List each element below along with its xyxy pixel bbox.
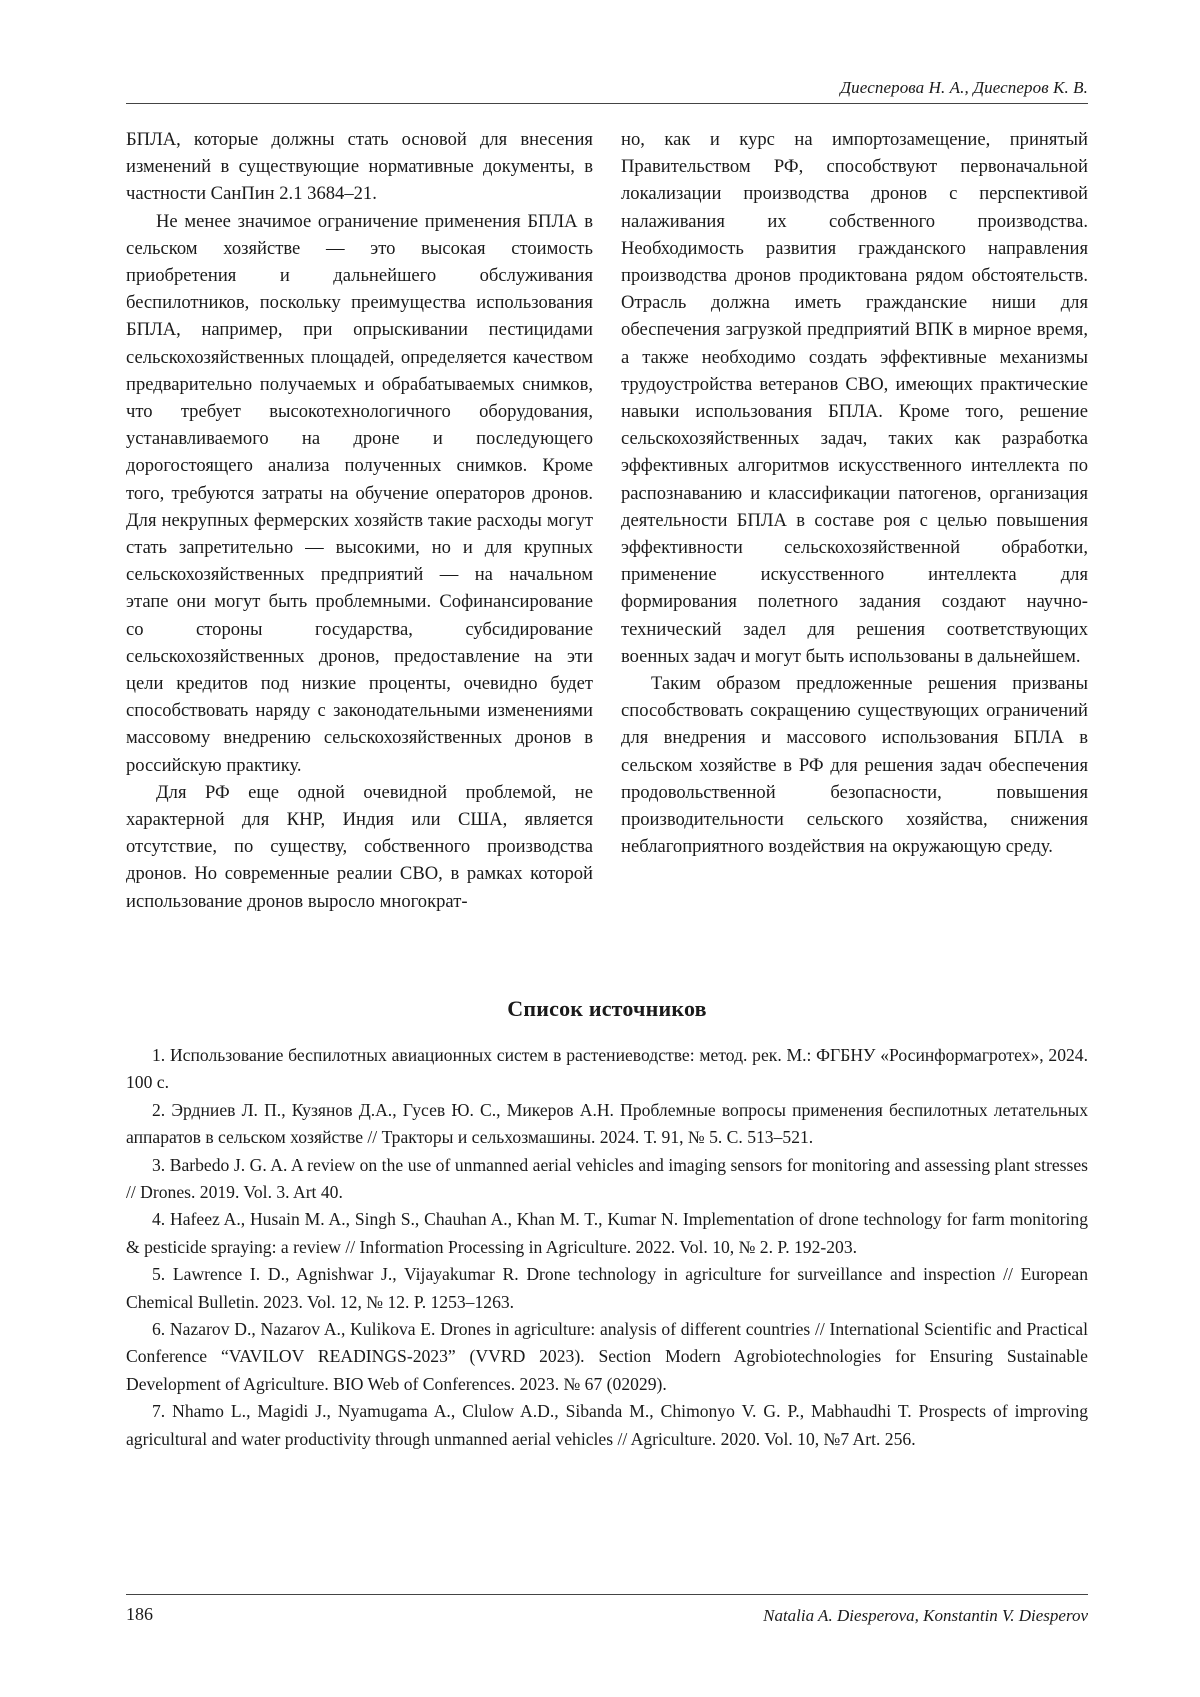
reference-item: 4. Hafeez A., Husain M. A., Singh S., Chauhan A., Khan M. T., Kumar N. Implementation of drone technology for farm monitoring & pesticide spraying: a review // Information Processing in Agriculture. 2022. Vol. 10, № 2. P. 192-203. (126, 1209, 1088, 1257)
running-footer-authors: Natalia A. Diesperova, Konstantin V. Diesperov (763, 1606, 1088, 1625)
body-paragraph: Не менее значимое ограничение применения БПЛА в сельском хозяйстве — это высокая стоимость приобретения и дальнейшего обслуживания беспилотников, поскольку преимущества использования БПЛА, например, при опрыскивании пестицидами сельскохозяйственных площадей, определяется качеством предварительно получаемых и обрабатываемых снимков, что требует высокотехнологичного оборудования, устанавливаемого на дроне и последующего дорогостоящего анализа полученных снимков. Кроме того, требуются затраты на обучение операторов дронов. Для некрупных фермерских хозяйств такие расходы могут стать запретительно — высокими, но и для крупных сельскохозяйственных предприятий — на начальном этапе они могут быть проблемными. Софинансирование со стороны государства, субсидирование сельскохозяйственных дронов, предоставление на эти цели кредитов под низкие проценты, очевидно будет способствовать наряду с законодательными изменениями массовому внедрению сельскохозяйственных дронов в российскую практику. (126, 210, 593, 776)
left-column (126, 126, 593, 915)
reference-item: 1. Использование беспилотных авиационных систем в растениеводстве: метод. рек. М.: ФГБНУ «Росинформагротех», 2024. 100 с. (126, 1045, 1088, 1093)
body-paragraph: но, как и курс на импортозамещение, принятый Правительством РФ, способствуют первоначальной локализации производства дронов с перспективой налаживания их собственного производства. Необходимость развития гражданского направления производства дронов продиктована рядом обстоятельств. Отрасль должна иметь гражданские ниши для обеспечения загрузкой предприятий ВПК в мирное время, а также необходимо создать эффективные механизмы трудоустройства ветеранов СВО, имеющих практические навыки использования БПЛА. Кроме того, решение сельскохозяйственных задач, таких как разработка эффективных алгоритмов искусственного интеллекта по распознаванию и классификации патогенов, организация деятельности БПЛА в составе роя с целью повышения эффективности сельскохозяйственной обработки, применение искусственного интеллекта для формирования полетного задания создают научно-технический задел для решения соответствующих военных задач и могут быть использованы в дальнейшем. (621, 129, 1088, 667)
body-paragraph: Для РФ еще одной очевидной проблемой, не характерной для КНР, Индия или США, является отсутствие, по существу, собственного производства дронов. Но современные реалии СВО, в рамках которой использование дронов выросло многократ- (126, 781, 593, 912)
references-list (126, 1042, 1088, 1453)
reference-item: 5. Lawrence I. D., Agnishwar J., Vijayakumar R. Drone technology in agriculture for surveillance and inspection // European Chemical Bulletin. 2023. Vol. 12, № 12. P. 1253–1263. (126, 1264, 1088, 1312)
running-header-authors: Диесперова Н. А., Диесперов К. В. (840, 78, 1088, 97)
body-columns (126, 126, 1088, 915)
page-number: 186 (126, 1604, 153, 1624)
references-heading: Список источников (507, 996, 707, 1021)
header-divider (126, 103, 1088, 104)
right-column (621, 126, 1088, 915)
body-paragraph: Таким образом предложенные решения призваны способствовать сокращению существующих ограничений для внедрения и массового использования БПЛА в сельском хозяйстве в РФ для решения задач обеспечения продовольственной безопасности, повышения производительности сельского хозяйства, снижения неблагоприятного воздействия на окружающую среду. (621, 673, 1088, 858)
reference-item: 6. Nazarov D., Nazarov A., Kulikova E. Drones in agriculture: analysis of different countries // International Scientific and Practical Conference “VAVILOV READINGS-2023” (VVRD 2023). Section Modern Agrobiotechnologies for Ensuring Sustainable Development of Agriculture. BIO Web of Conferences. 2023. № 67 (02029). (126, 1319, 1088, 1394)
footer-divider (126, 1594, 1088, 1595)
body-paragraph: БПЛА, которые должны стать основой для внесения изменений в существующие нормативные документы, в частности СанПин 2.1 3684–21. (126, 129, 593, 205)
reference-item: 2. Эрдниев Л. П., Кузянов Д.А., Гусев Ю. С., Микеров А.Н. Проблемные вопросы применения беспилотных летательных аппаратов в сельском хозяйстве // Тракторы и сельхозмашины. 2024. Т. 91, № 5. С. 513–521. (126, 1099, 1088, 1148)
reference-item: 7. Nhamo L., Magidi J., Nyamugama A., Clulow A.D., Sibanda M., Chimonyo V. G. P., Mabhaudhi T. Prospects of improving agricultural and water productivity through unmanned aerial vehicles // Agriculture. 2020. Vol. 10, №7 Art. 256. (126, 1401, 1088, 1449)
reference-item: 3. Barbedo J. G. A. A review on the use of unmanned aerial vehicles and imaging sensors for monitoring and assessing plant stresses // Drones. 2019. Vol. 3. Art 40. (126, 1154, 1088, 1203)
